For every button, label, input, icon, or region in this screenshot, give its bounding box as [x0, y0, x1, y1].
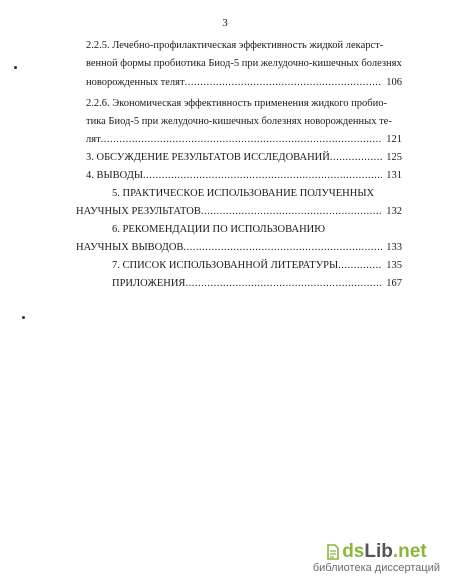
toc-entry-last-line	[76, 203, 402, 221]
leader-dots	[185, 275, 382, 293]
toc-page-number: 133	[386, 242, 402, 253]
toc-entry-text: 3. ОБСУЖДЕНИЕ РЕЗУЛЬТАТОВ ИССЛЕДОВАНИЙ	[86, 152, 330, 163]
toc-entry-text: НАУЧНЫХ РЕЗУЛЬТАТОВ	[76, 206, 201, 217]
toc-page-number: 125	[386, 152, 402, 163]
toc-entry-7	[112, 257, 402, 275]
toc-entry-text: НАУЧНЫХ ВЫВОДОВ	[76, 242, 184, 253]
page-number: 3	[222, 17, 228, 29]
toc-entry-text: 2.2.6. Экономическая эффективность применения жидкого пробио-	[86, 98, 387, 109]
document-icon	[326, 544, 340, 560]
watermark-ds: ds	[342, 541, 365, 562]
leader-dots	[330, 149, 382, 167]
dslib-watermark	[313, 542, 440, 575]
toc-entry-text: 5. ПРАКТИЧЕСКОЕ ИСПОЛЬЗОВАНИЕ ПОЛУЧЕННЫХ	[112, 188, 375, 199]
leader-dots	[143, 167, 382, 185]
toc-page-number: 106	[386, 77, 402, 88]
toc-entry-text: венной формы пробиотика Биод-5 при желудочно-кишечных болезнях	[86, 58, 402, 69]
toc-page-number: 135	[386, 260, 402, 271]
leader-dots	[338, 257, 382, 275]
watermark-net: .net	[392, 541, 427, 562]
leader-dots	[201, 203, 382, 221]
toc-entry-text: 6. РЕКОМЕНДАЦИИ ПО ИСПОЛЬЗОВАНИЮ	[112, 224, 326, 235]
toc-entry-3	[86, 149, 402, 167]
leader-dots	[183, 239, 382, 257]
toc-entry-text: 2.2.5. Лечебно-профилактическая эффективность жидкой лекарст-	[86, 40, 384, 51]
toc-entry-text: лят	[86, 134, 101, 145]
leader-dots	[185, 74, 383, 92]
watermark-brand	[313, 542, 440, 562]
toc-page-number: 132	[386, 206, 402, 217]
toc-entry-appendix	[112, 275, 402, 293]
leader-dots	[101, 131, 383, 149]
toc-page-number: 121	[386, 134, 402, 145]
toc-page-number: 131	[386, 170, 402, 181]
toc-entry-text: новорожденных телят	[86, 77, 185, 88]
toc-page-number: 167	[386, 278, 402, 289]
toc-entry-text: ПРИЛОЖЕНИЯ	[112, 278, 186, 289]
watermark-lib: Lib	[364, 541, 393, 562]
toc-entry-4	[86, 167, 402, 185]
toc-entry-last-line	[86, 131, 402, 149]
toc-entry-text: 4. ВЫВОДЫ	[86, 170, 144, 181]
toc-entry-last-line	[86, 74, 402, 92]
toc-entry-text: тика Биод-5 при желудочно-кишечных болезнях новорожденных те-	[86, 116, 392, 127]
toc-entry-text: 7. СПИСОК ИСПОЛЬЗОВАННОЙ ЛИТЕРАТУРЫ	[112, 260, 339, 271]
toc-entry-last-line	[76, 239, 402, 257]
watermark-subtitle: библиотека диссертаций	[312, 562, 440, 574]
margin-dot	[22, 316, 25, 319]
margin-dot	[14, 66, 17, 69]
